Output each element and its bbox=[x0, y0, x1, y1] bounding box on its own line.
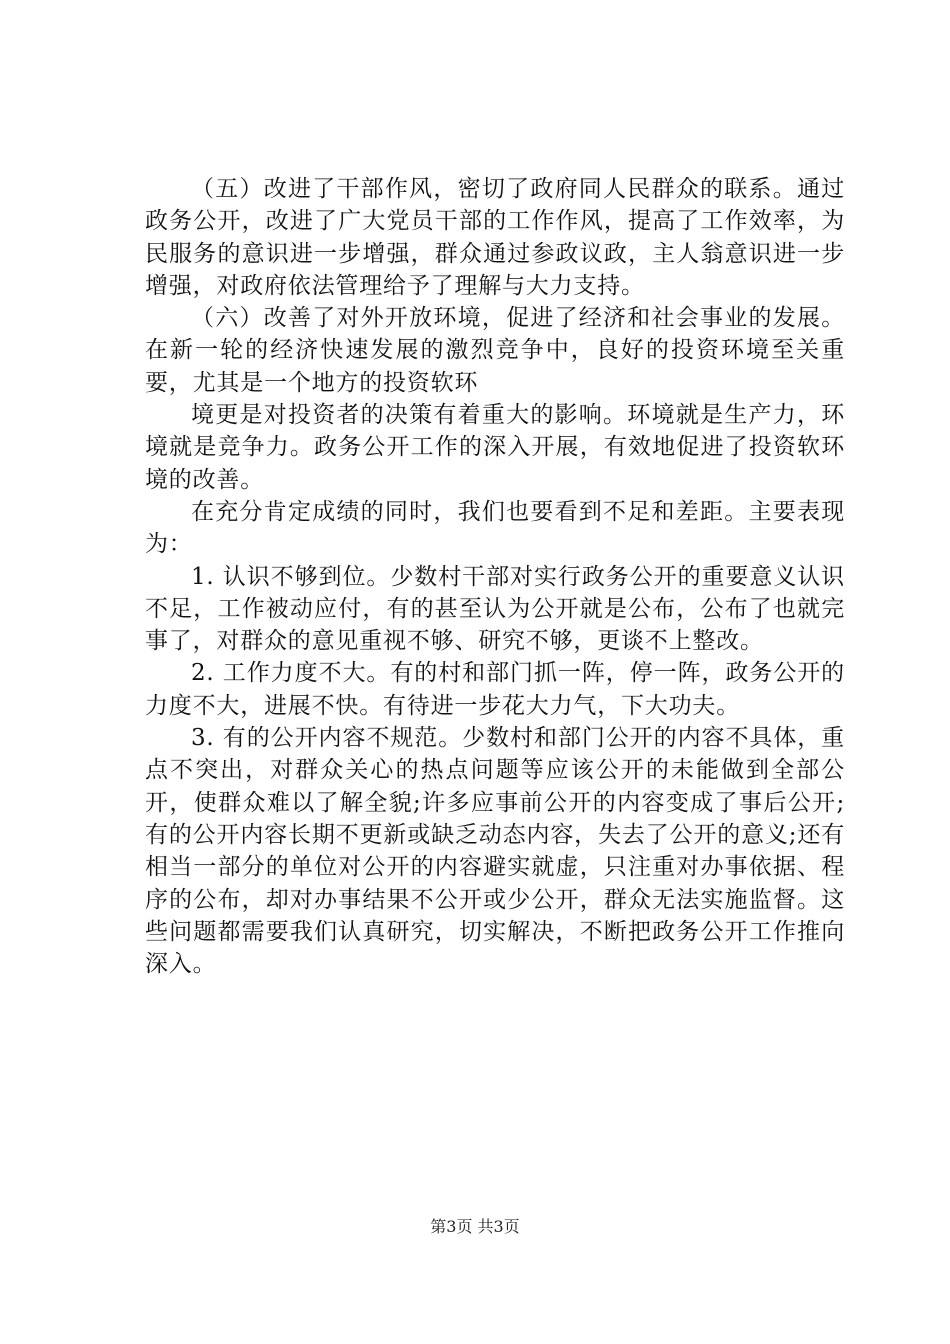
paragraph-item-2: 2. 工作力度不大。有的村和部门抓一阵，停一阵，政务公开的力度不大，进展不快。有待进一步花大力气，下大功夫。 bbox=[145, 660, 845, 719]
paragraph-item-1: 1. 认识不够到位。少数村干部对实行政务公开的重要意义认识不足，工作被动应付，有的甚至认为公开就是公布，公布了也就完事了，对群众的意见重视不够、研究不够，更谈不上整改。 bbox=[145, 563, 845, 655]
paragraph-shortcomings-intro: 在充分肯定成绩的同时，我们也要看到不足和差距。主要表现为： bbox=[145, 498, 845, 558]
page-footer: 第3页 共3页 bbox=[430, 1217, 520, 1236]
paragraph-item-3: 3. 有的公开内容不规范。少数村和部门公开的内容不具体，重点不突出，对群众关心的热点问题等应该公开的未能做到全部公开，使群众难以了解全貌;许多应事前公开的内容变成了事后公开;有的公开内容长期不更新或缺乏动态内容，失去了公开的意义;还有相当一部分的单位对公开的内容避实就虚，只注重对办事依据、程序的公布，却对办事结果不公开或少公开，群众无法实施监督。这些问题都需要我们认真研究，切实解决，不断把政务公开工作推向深入。 bbox=[145, 725, 845, 978]
paragraph-six-continued: 境更是对投资者的决策有着重大的影响。环境就是生产力，环境就是竞争力。政务公开工作的深入开展，有效地促进了投资软环境的改善。 bbox=[145, 402, 845, 493]
document-body bbox=[145, 173, 845, 980]
paragraph-five: （五）改进了干部作风，密切了政府同人民群众的联系。通过政务公开，改进了广大党员干部的工作作风，提高了工作效率，为民服务的意识进一步增强，群众通过参政议政，主人翁意识进一步增强，对政府依法管理给予了理解与大力支持。 bbox=[145, 176, 845, 299]
paragraph-six: （六）改善了对外开放环境，促进了经济和社会事业的发展。在新一轮的经济快速发展的激烈竞争中，良好的投资环境至关重要，尤其是一个地方的投资软环 bbox=[145, 305, 845, 396]
